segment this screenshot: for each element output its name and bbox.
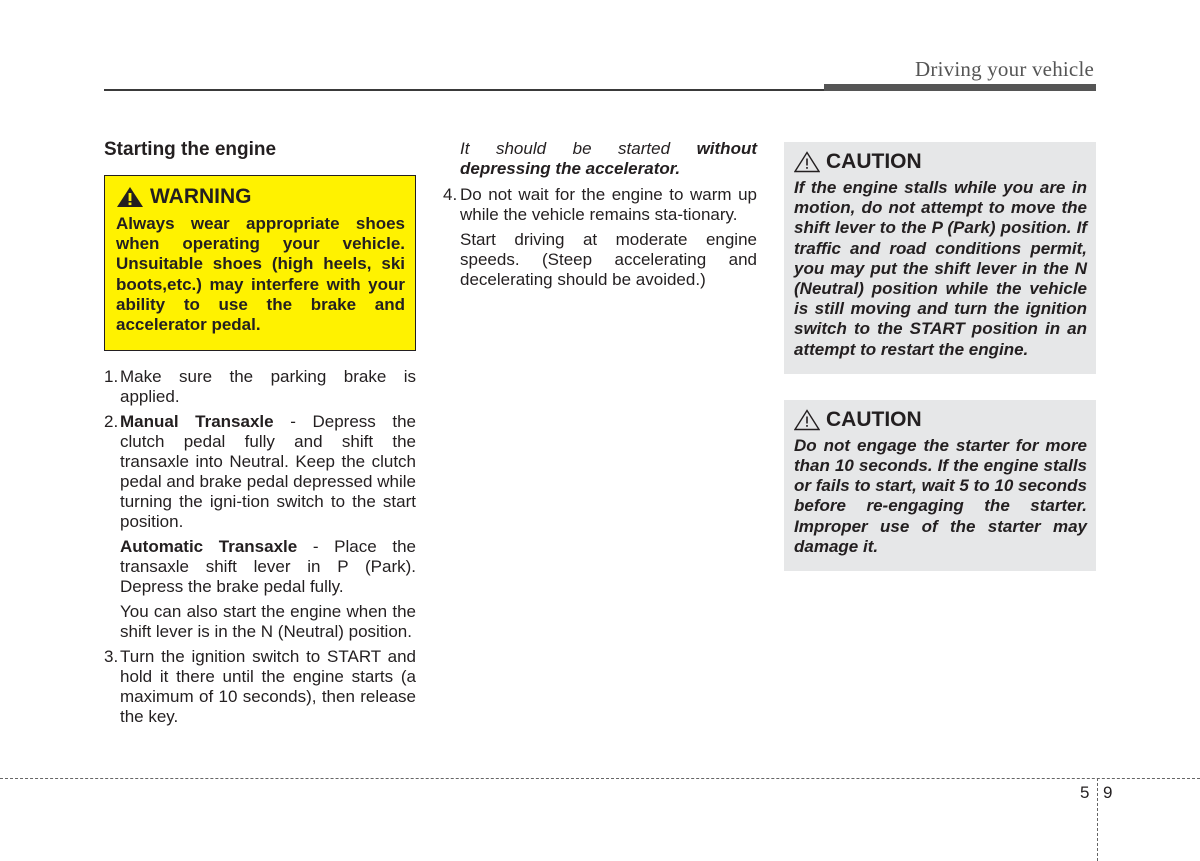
step-3-continued bbox=[443, 139, 757, 179]
step-text bbox=[120, 412, 416, 532]
caution-box-2 bbox=[784, 400, 1096, 571]
step-number: 3. bbox=[104, 647, 119, 667]
automatic-transaxle-label: Automatic Transaxle bbox=[120, 537, 298, 557]
caution-title bbox=[794, 408, 1087, 432]
step-2 bbox=[104, 412, 416, 532]
step-number: 1. bbox=[104, 367, 119, 387]
step-2-automatic bbox=[104, 537, 416, 597]
warning-box bbox=[104, 175, 416, 351]
manual-transaxle-label: Manual Transaxle bbox=[120, 412, 274, 432]
step-number: 2. bbox=[104, 412, 119, 432]
warning-title-text: WARNING bbox=[150, 185, 252, 208]
automatic-transaxle-text: - Place the transaxle shift lever in P (Park). Depress the brake pedal fully. bbox=[120, 537, 416, 597]
caution-box-1 bbox=[784, 142, 1096, 374]
warning-triangle-icon bbox=[116, 186, 144, 208]
footer-divider bbox=[0, 778, 1200, 779]
step-text: Turn the ignition switch to START and hold it there until the engine starts (a maximum of 10 seconds), then release the key. bbox=[120, 647, 416, 727]
caution-triangle-icon bbox=[794, 409, 820, 431]
step-text: Do not wait for the engine to warm up while the vehicle remains sta-tionary. bbox=[460, 185, 757, 224]
caution-title-text: CAUTION bbox=[826, 150, 922, 173]
section-number: 5 bbox=[1080, 783, 1090, 802]
step-3 bbox=[104, 647, 416, 727]
running-header: Driving your vehicle bbox=[915, 57, 1094, 81]
footer-vertical-divider bbox=[1097, 778, 1098, 861]
header-rule bbox=[104, 89, 826, 91]
caution-body: If the engine stalls while you are in motion, do not attempt to move the shift lever to the P (Park) position. If traffic and road conditions permit, you may put the shift lever in the N (Neutral) position while the vehicle is still moving and turn the ignition switch to the START position in an attempt to restart the engine. bbox=[794, 178, 1087, 359]
step-4 bbox=[443, 185, 757, 225]
step-2-note: You can also start the engine when the shift lever is in the N (Neutral) position. bbox=[120, 602, 416, 642]
caution-body: Do not engage the starter for more than 10 seconds. If the engine stalls or fails to start, wait 5 to 10 seconds before re-engaging the starter. Improper use of the starter may damage it. bbox=[794, 435, 1087, 556]
warning-title bbox=[116, 185, 405, 209]
step-3-continued-emphasis: without depressing the accelerator. bbox=[460, 139, 757, 178]
caution-title bbox=[794, 150, 1087, 174]
section-title: Starting the engine bbox=[104, 139, 277, 160]
manual-transaxle-text: - Depress the clutch pedal fully and shift the transaxle into Neutral. Keep the clutch pedal and brake pedal depressed while turning the igni-tion switch to the start position. bbox=[120, 412, 416, 532]
column-middle bbox=[443, 139, 757, 295]
step-text: Make sure the parking brake is applied. bbox=[120, 367, 416, 407]
step-4-note: Start driving at moderate engine speeds. (Steep accelerating and decelerating should be avoided.) bbox=[460, 230, 757, 289]
step-number: 4. bbox=[443, 185, 458, 204]
step-3-continued-text: It should be started bbox=[460, 139, 697, 158]
header-rule-accent bbox=[824, 84, 1096, 91]
column-left bbox=[104, 139, 416, 732]
caution-title-text: CAUTION bbox=[826, 407, 922, 431]
step-1 bbox=[104, 367, 416, 407]
page-number: 9 bbox=[1103, 783, 1113, 802]
warning-body: Always wear appropriate shoes when operating your vehicle. Unsuitable shoes (high heels, ski boots,etc.) may interfere with your ability to use the brake and accelerator pedal. bbox=[116, 214, 405, 335]
column-right bbox=[784, 142, 1096, 571]
caution-triangle-icon bbox=[794, 151, 820, 173]
